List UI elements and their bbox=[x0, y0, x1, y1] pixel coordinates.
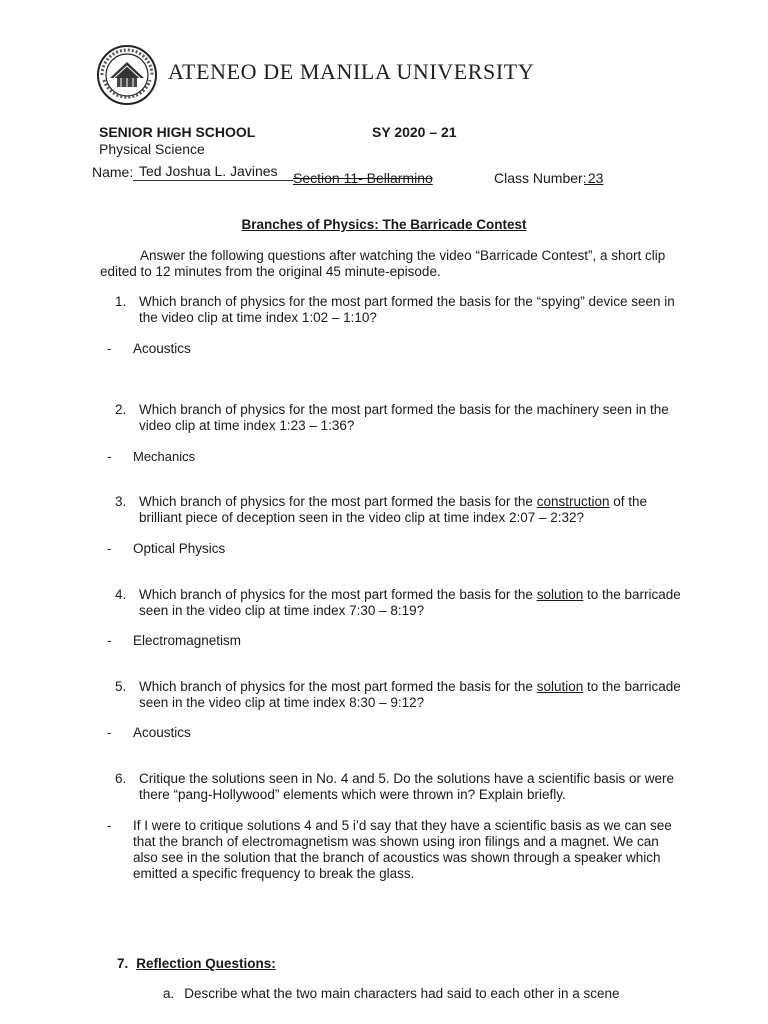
university-name: ATENEO DE MANILA UNIVERSITY bbox=[168, 59, 535, 84]
question-text-part: of the brilliant piece of deception seen in the video clip at time index 2:07 – 2:32? bbox=[139, 494, 648, 525]
school-level: SENIOR HIGH SCHOOL bbox=[99, 124, 256, 140]
question-text: Which branch of physics for the most part formed the basis for the machinery seen in the video clip at time index 1:23 – 1:36? bbox=[139, 402, 669, 433]
school-year: SY 2020 – 21 bbox=[372, 124, 457, 140]
question-3 bbox=[115, 494, 685, 526]
question-underlined-word: solution bbox=[536, 587, 584, 602]
section-text: Section 11- Bellarmino bbox=[293, 170, 433, 186]
reflection-heading bbox=[117, 956, 276, 971]
question-text: Critique the solutions seen in No. 4 and 5. Do the solutions have a scientific basis or were there “pang-Hollywood” elements which were thrown in? Explain briefly. bbox=[139, 771, 675, 802]
answer-dash: - bbox=[107, 818, 112, 833]
subject: Physical Science bbox=[99, 141, 205, 157]
question-text bbox=[139, 679, 685, 711]
name-label: Name: bbox=[92, 164, 134, 180]
question-5 bbox=[115, 679, 685, 711]
answer-text: Mechanics bbox=[133, 449, 196, 464]
class-number-value bbox=[584, 170, 603, 186]
class-number-text: 23 bbox=[587, 170, 604, 186]
question-underlined-word: solution bbox=[536, 679, 584, 694]
answer-text: Acoustics bbox=[133, 341, 191, 356]
name-value: Ted Joshua L. Javines bbox=[139, 163, 278, 179]
answer-dash: - bbox=[107, 633, 112, 648]
sub-question-letter: a. bbox=[163, 986, 175, 1001]
question-number: 3. bbox=[115, 494, 127, 509]
answer-5 bbox=[107, 725, 687, 741]
question-number: 1. bbox=[115, 294, 127, 309]
worksheet-title: Branches of Physics: The Barricade Contest bbox=[241, 217, 527, 232]
answer-dash: - bbox=[107, 341, 112, 356]
question-number: 6. bbox=[115, 771, 127, 786]
question-text-part: Which branch of physics for the most part formed the basis for the bbox=[139, 494, 537, 509]
answer-dash: - bbox=[107, 541, 112, 556]
question-text-part: to the barricade seen in the video clip at time index 7:30 – 8:19? bbox=[139, 587, 681, 618]
question-4 bbox=[115, 587, 685, 619]
question-text bbox=[139, 587, 685, 619]
question-text-part: to the barricade seen in the video clip at time index 8:30 – 9:12? bbox=[139, 679, 681, 710]
answer-dash: - bbox=[107, 725, 112, 740]
question-text-part: Which branch of physics for the most part formed the basis for the bbox=[139, 587, 537, 602]
question-text-part: Which branch of physics for the most part formed the basis for the bbox=[139, 679, 537, 694]
intro-text: Answer the following questions after watching the video “Barricade Contest”, a short clip edited to 12 minutes from the original 45 minute-episode. bbox=[100, 248, 666, 279]
question-number: 5. bbox=[115, 679, 127, 694]
question-number: 2. bbox=[115, 402, 127, 417]
question-6 bbox=[115, 771, 685, 803]
ateneo-seal-icon bbox=[96, 44, 158, 106]
answer-6 bbox=[107, 818, 687, 882]
answer-text: Optical Physics bbox=[133, 541, 226, 556]
question-text: Which branch of physics for the most part formed the basis for the “spying” device seen in the video clip at time index 1:02 – 1:10? bbox=[139, 294, 675, 325]
section-value bbox=[293, 170, 433, 186]
answer-text: If I were to critique solutions 4 and 5 i’d say that they have a scientific basis as we can see that the branch of electromagnetism was shown using iron filings and a magnet. We can also see in the solution that the branch of acoustics was shown through a speaker which emitted a specific frequency to break the glass. bbox=[133, 818, 672, 881]
question-text bbox=[139, 494, 685, 526]
answer-1 bbox=[107, 341, 687, 357]
answer-4 bbox=[107, 633, 687, 649]
answer-2 bbox=[107, 449, 687, 465]
answer-text: Electromagnetism bbox=[133, 633, 242, 648]
intro-paragraph bbox=[100, 248, 676, 280]
name-underline bbox=[133, 180, 293, 181]
answer-text: Acoustics bbox=[133, 725, 191, 740]
question-underlined-word: construction bbox=[536, 494, 610, 509]
answer-3 bbox=[107, 541, 687, 557]
answer-dash: - bbox=[107, 449, 112, 464]
sub-question-text: Describe what the two main characters had said to each other in a scene bbox=[184, 986, 620, 1001]
class-number-label: Class Number: bbox=[494, 170, 587, 186]
reflection-number: 7. bbox=[117, 956, 129, 971]
reflection-label: Reflection Questions: bbox=[136, 956, 276, 971]
reflection-sub-a bbox=[163, 986, 683, 1001]
question-1 bbox=[115, 294, 685, 326]
question-2 bbox=[115, 402, 685, 434]
question-number: 4. bbox=[115, 587, 127, 602]
